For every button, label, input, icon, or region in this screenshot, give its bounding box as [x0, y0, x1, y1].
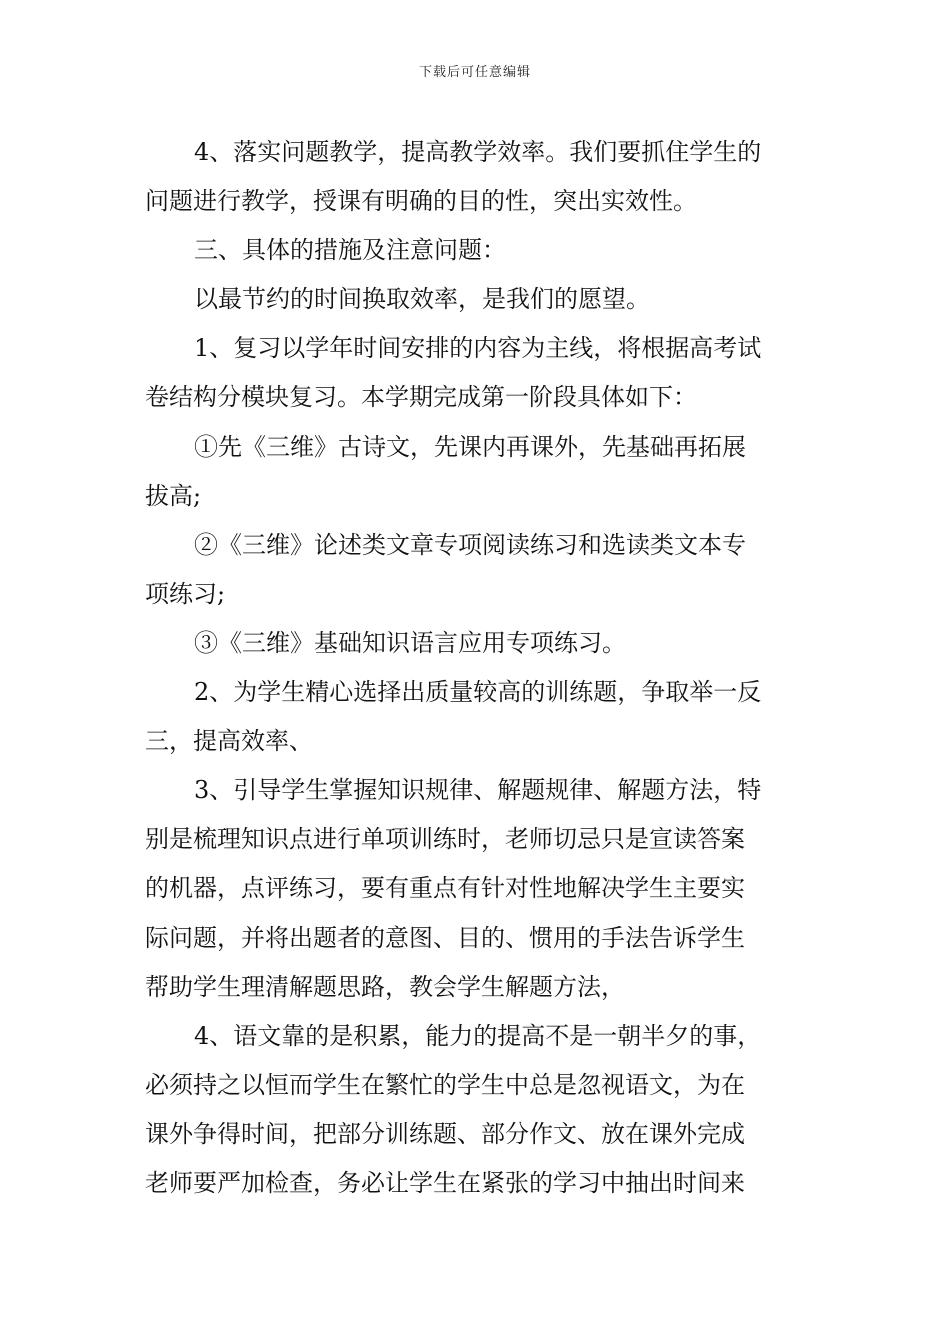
document-body [145, 128, 805, 1208]
item-3-line-2: 别是梳理知识点进行单项训练时，老师切忌只是宣读答案 [145, 825, 745, 854]
page-header: 下载后可任意编辑 [418, 65, 531, 80]
subitem-c-line-1: ③《三维》基础知识语言应用专项练习。 [194, 628, 626, 657]
item-4-line-1: 4、语文靠的是积累，能力的提高不是一朝半夕的事， [194, 1021, 762, 1050]
subitem-a-line-1: ①先《三维》古诗文，先课内再课外，先基础再拓展 [194, 432, 746, 461]
item-3-line-5: 帮助学生理清解题思路，教会学生解题方法， [145, 972, 625, 1001]
item-3-line-4: 际问题，并将出题者的意图、目的、惯用的手法告诉学生 [145, 923, 745, 952]
item-3-line-1: 3、引导学生掌握知识规律、解题规律、解题方法，特 [194, 776, 762, 805]
item-2-line-1: 2、为学生精心选择出质量较高的训练题，争取举一反 [194, 678, 762, 707]
subitem-b-line-2: 项练习; [145, 579, 226, 608]
item-4-line-3: 课外争得时间，把部分训练题、部分作文、放在课外完成 [145, 1119, 745, 1148]
item-3-line-3: 的机器，点评练习，要有重点有针对性地解决学生主要实 [145, 874, 745, 903]
paragraph-4-line-2: 问题进行教学，授课有明确的目的性，突出实效性。 [145, 187, 697, 216]
intro-line: 以最节约的时间换取效率，是我们的愿望。 [194, 285, 650, 314]
section-3-heading: 三、具体的措施及注意问题： [194, 236, 506, 265]
subitem-a-line-2: 拔高; [145, 481, 202, 510]
item-2-line-2: 三，提高效率、 [145, 727, 313, 756]
item-1-line-1: 1、复习以学年时间安排的内容为主线，将根据高考试 [194, 334, 762, 363]
paragraph-4-line-1: 4、落实问题教学，提高教学效率。我们要抓住学生的 [194, 138, 762, 166]
subitem-b-line-1: ②《三维》论述类文章专项阅读练习和选读类文本专 [194, 530, 746, 559]
item-1-line-2: 卷结构分模块复习。本学期完成第一阶段具体如下： [145, 383, 697, 412]
item-4-line-4: 老师要严加检查，务必让学生在紧张的学习中抽出时间来 [145, 1168, 745, 1197]
item-4-line-2: 必须持之以恒而学生在繁忙的学生中总是忽视语文，为在 [145, 1070, 745, 1099]
